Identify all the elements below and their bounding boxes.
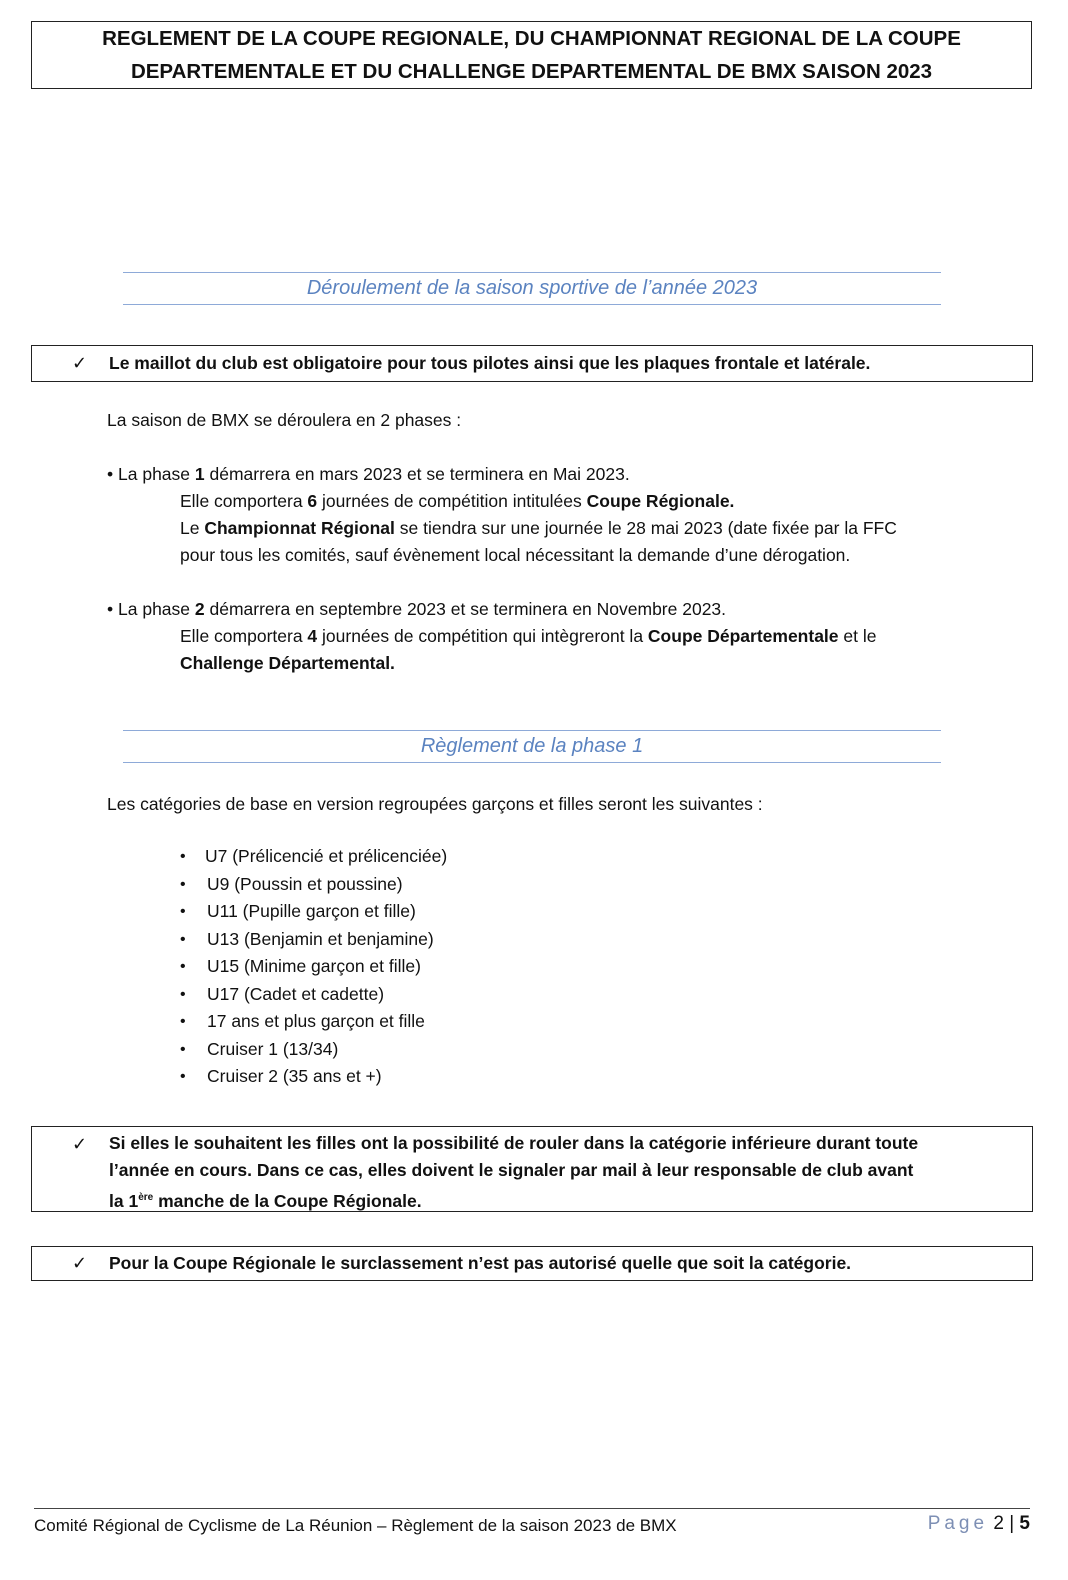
phase-2-number: 2	[194, 599, 205, 619]
phase-1-l2-c: journées de compétition intitulées	[317, 491, 587, 511]
callout-girls-line-3	[109, 1184, 918, 1215]
phase-1-line-4: pour tous les comités, sauf évènement local nécessitant la demande d’une dérogation.	[180, 545, 851, 565]
section-heading-season	[123, 272, 941, 305]
phase-2-competition-name: Coupe Départementale	[647, 626, 839, 646]
list-item: U11 (Pupille garçon et fille)	[207, 901, 416, 921]
phase-2-line-3: Challenge Départemental.	[180, 653, 395, 673]
callout-no-upgrade-text: Pour la Coupe Régionale le surclassement n’est pas autorisé quelle que soit la catégorie.	[109, 1253, 852, 1273]
bullet-icon: •	[107, 464, 114, 484]
phase-1-line-1	[107, 461, 630, 488]
phase-1-number: 1	[194, 464, 205, 484]
callout-girls-line-1: Si elles le souhaitent les filles ont la possibilité de rouler dans la catégorie inférieure durant toute	[109, 1133, 919, 1153]
phase-2-text-a: La phase	[118, 599, 195, 619]
callout-no-upgrade	[31, 1246, 1033, 1281]
phase-2-text-c: démarrera en septembre 2023 et se terminera en Novembre 2023.	[204, 599, 727, 619]
list-item: U9 (Poussin et poussine)	[207, 874, 403, 894]
bullet-icon: •	[107, 599, 114, 619]
bullet-icon: •	[180, 986, 186, 1003]
bullet-icon: •	[180, 1041, 186, 1058]
callout-girls-line-2: l’année en cours. Dans ce cas, elles doivent le signaler par mail à leur responsable de club avant	[109, 1160, 914, 1180]
callout-jersey-text: Le maillot du club est obligatoire pour tous pilotes ainsi que les plaques frontale et latérale.	[109, 353, 871, 373]
callout-girls-line-3-b: manche de la Coupe Régionale.	[153, 1190, 422, 1211]
phase-2-line-1	[107, 596, 726, 623]
bullet-icon: •	[180, 931, 186, 948]
phase-1-l3-a: Le	[180, 518, 205, 538]
total-pages: 5	[1019, 1513, 1030, 1534]
phase-2-days-count: 4	[307, 626, 318, 646]
categories-intro: Les catégories de base en version regroupées garçons et filles seront les suivantes :	[107, 794, 763, 814]
phase-2-l2-a: Elle comportera	[180, 626, 308, 646]
callout-girls-category	[31, 1126, 1033, 1212]
bullet-icon: •	[180, 848, 186, 865]
phase-1-text-c: démarrera en mars 2023 et se terminera en Mai 2023.	[204, 464, 630, 484]
page-label: Page	[927, 1513, 989, 1534]
list-item: U7 (Prélicencié et prélicenciée)	[205, 846, 448, 866]
bullet-icon: •	[180, 903, 186, 920]
phase-1-l3-c: se tiendra sur une journée le 28 mai 2023 (date fixée par la FFC	[394, 518, 897, 538]
phase-2-l2-e: et le	[838, 626, 877, 646]
phase-1-text-a: La phase	[118, 464, 195, 484]
phase-1-days-count: 6	[307, 491, 318, 511]
phase-1-competition-name: Coupe Régionale.	[586, 491, 735, 511]
bullet-icon: •	[180, 1068, 186, 1085]
callout-girls-superscript: ère	[138, 1192, 154, 1203]
document-title-line-1: REGLEMENT DE LA COUPE REGIONALE, DU CHAMPIONNAT REGIONAL DE LA COUPE	[102, 27, 961, 50]
season-intro: La saison de BMX se déroulera en 2 phases :	[107, 410, 462, 430]
list-item: U15 (Minime garçon et fille)	[207, 956, 421, 976]
phase-1-line-3	[180, 515, 897, 542]
section-heading-season-text: Déroulement de la saison sportive de l’année 2023	[306, 277, 758, 299]
bullet-icon: •	[180, 958, 186, 975]
list-item: 17 ans et plus garçon et fille	[207, 1011, 425, 1031]
document-title-box	[31, 21, 1032, 89]
list-item: Cruiser 1 (13/34)	[207, 1039, 339, 1059]
section-heading-phase-1-text: Règlement de la phase 1	[420, 735, 644, 757]
footer-title: Comité Régional de Cyclisme de La Réunion – Règlement de la saison 2023 de BMX	[34, 1516, 677, 1535]
checkmark-icon: ✓	[72, 353, 88, 373]
callout-girls-text	[109, 1130, 918, 1215]
phase-1-line-2	[180, 488, 734, 515]
current-page: 2	[993, 1513, 1004, 1534]
phase-1-championship-name: Championnat Régional	[204, 518, 395, 538]
bullet-icon: •	[180, 1013, 186, 1030]
page-number	[928, 1513, 1030, 1535]
checkmark-icon: ✓	[72, 1253, 88, 1273]
callout-girls-line-3-a: la 1	[109, 1190, 139, 1211]
list-item: U17 (Cadet et cadette)	[207, 984, 385, 1004]
phase-2-line-2	[180, 623, 876, 650]
bullet-icon: •	[180, 876, 186, 893]
list-item: Cruiser 2 (35 ans et +)	[207, 1066, 382, 1086]
phase-2-l2-c: journées de compétition qui intègreront la	[317, 626, 648, 646]
footer-divider	[34, 1508, 1030, 1509]
page-separator: |	[1009, 1513, 1015, 1534]
checkmark-icon: ✓	[72, 1134, 88, 1154]
list-item: U13 (Benjamin et benjamine)	[207, 929, 434, 949]
phase-1-l2-a: Elle comportera	[180, 491, 308, 511]
section-heading-phase-1	[123, 730, 941, 763]
callout-jersey-rule	[31, 345, 1033, 382]
document-title-line-2: DEPARTEMENTALE ET DU CHALLENGE DEPARTEMENTAL DE BMX SAISON 2023	[130, 60, 933, 83]
